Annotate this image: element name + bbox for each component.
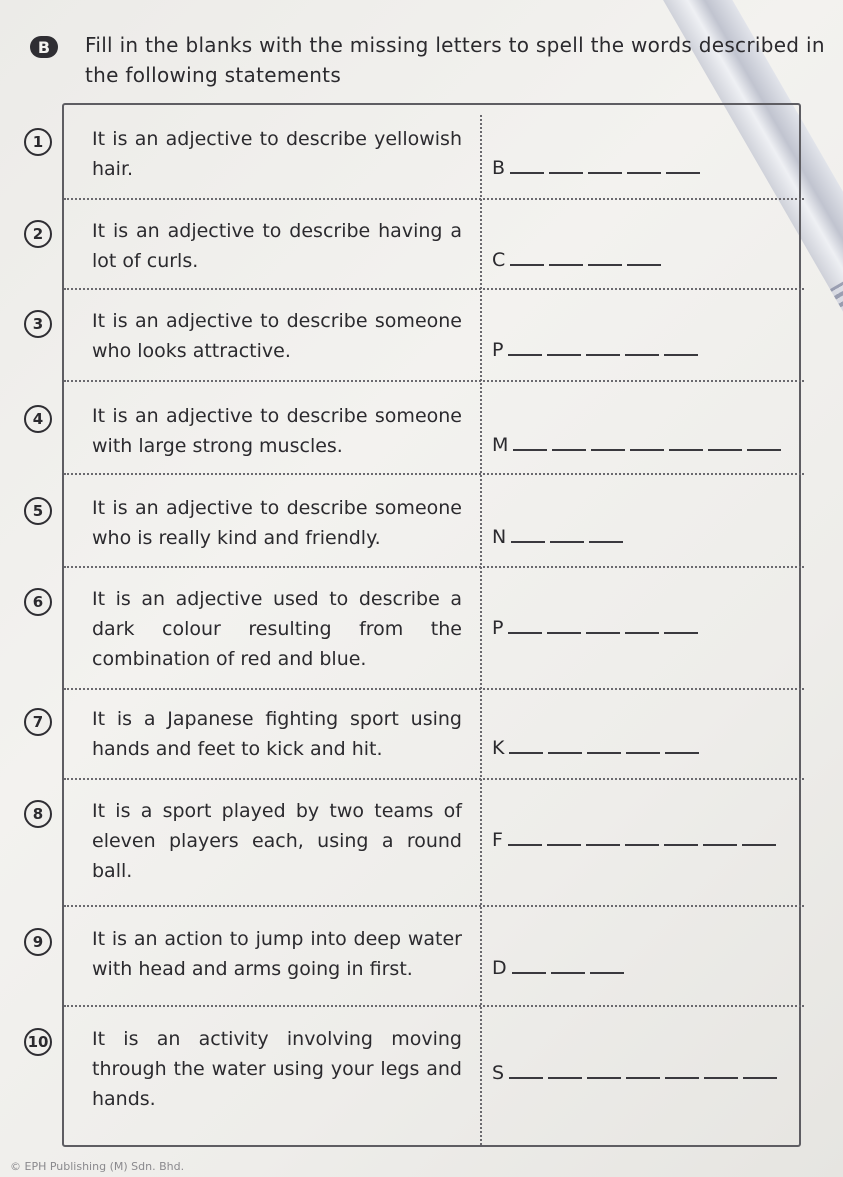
question-statement: It is an adjective used to describe a dark colour resulting from the combination of red and blue. xyxy=(92,588,462,670)
starting-letter: B xyxy=(492,157,506,179)
instruction-text: Fill in the blanks with the missing letters to spell the words described in the following statements xyxy=(85,33,825,87)
question-statement: It is a Japanese fighting sport using hands and feet to kick and hit. xyxy=(92,708,462,760)
starting-letter: P xyxy=(492,617,504,639)
starting-letter: N xyxy=(492,526,507,548)
letter-blank[interactable] xyxy=(508,826,542,846)
letter-blank[interactable] xyxy=(547,614,581,634)
letter-blank[interactable] xyxy=(588,246,622,266)
question-number: 1 xyxy=(24,128,52,156)
letter-blank[interactable] xyxy=(590,954,624,974)
letter-blank[interactable] xyxy=(627,246,661,266)
question-statement: It is an adjective to describe having a lot of curls. xyxy=(92,220,462,272)
question-statement: It is a sport played by two teams of eleven players each, using a round ball. xyxy=(92,800,462,882)
letter-blank[interactable] xyxy=(587,1059,621,1079)
letter-blank[interactable] xyxy=(547,826,581,846)
letter-blank[interactable] xyxy=(549,246,583,266)
letter-blank[interactable] xyxy=(591,431,625,451)
letter-blank[interactable] xyxy=(549,154,583,174)
letter-blank[interactable] xyxy=(703,826,737,846)
starting-letter: F xyxy=(492,829,503,851)
question-number: 6 xyxy=(24,588,52,616)
answer-field[interactable] xyxy=(492,335,698,365)
row-divider xyxy=(64,1005,804,1007)
answer-field[interactable] xyxy=(492,953,624,983)
publisher-footer: © EPH Publishing (M) Sdn. Bhd. xyxy=(10,1160,185,1173)
letter-blank[interactable] xyxy=(588,154,622,174)
letter-blank[interactable] xyxy=(509,1059,543,1079)
row-divider xyxy=(64,778,804,780)
letter-blank[interactable] xyxy=(708,431,742,451)
letter-blank[interactable] xyxy=(510,154,544,174)
answer-field[interactable] xyxy=(492,825,776,855)
answer-field[interactable] xyxy=(492,153,700,183)
starting-letter: S xyxy=(492,1062,505,1084)
letter-blank[interactable] xyxy=(589,523,623,543)
question-number: 7 xyxy=(24,708,52,736)
letter-blank[interactable] xyxy=(513,431,547,451)
question-number: 3 xyxy=(24,310,52,338)
letter-blank[interactable] xyxy=(626,734,660,754)
letter-blank[interactable] xyxy=(664,614,698,634)
starting-letter: C xyxy=(492,249,506,271)
letter-blank[interactable] xyxy=(664,336,698,356)
letter-blank[interactable] xyxy=(743,1059,777,1079)
question-number: 2 xyxy=(24,220,52,248)
row-divider xyxy=(64,198,804,200)
letter-blank[interactable] xyxy=(586,336,620,356)
letter-blank[interactable] xyxy=(742,826,776,846)
answer-field[interactable] xyxy=(492,1058,777,1088)
letter-blank[interactable] xyxy=(587,734,621,754)
question-number: 9 xyxy=(24,928,52,956)
letter-blank[interactable] xyxy=(630,431,664,451)
letter-blank[interactable] xyxy=(508,614,542,634)
question-statement: It is an action to jump into deep water with head and arms going in first. xyxy=(92,928,462,980)
letter-blank[interactable] xyxy=(669,431,703,451)
starting-letter: D xyxy=(492,957,507,979)
answer-field[interactable] xyxy=(492,613,698,643)
answer-field[interactable] xyxy=(492,733,699,763)
question-number: 4 xyxy=(24,405,52,433)
letter-blank[interactable] xyxy=(512,954,546,974)
question-statement: It is an adjective to describe someone with large strong muscles. xyxy=(92,405,462,457)
row-divider xyxy=(64,380,804,382)
letter-blank[interactable] xyxy=(509,734,543,754)
letter-blank[interactable] xyxy=(665,734,699,754)
letter-blank[interactable] xyxy=(664,826,698,846)
starting-letter: K xyxy=(492,737,505,759)
question-number: 8 xyxy=(24,800,52,828)
answer-field[interactable] xyxy=(492,245,661,275)
starting-letter: M xyxy=(492,434,509,456)
answer-field[interactable] xyxy=(492,522,623,552)
question-number: 10 xyxy=(24,1028,52,1056)
letter-blank[interactable] xyxy=(625,826,659,846)
row-divider xyxy=(64,566,804,568)
section-badge: B xyxy=(30,36,58,58)
letter-blank[interactable] xyxy=(551,954,585,974)
question-statement: It is an adjective to describe someone who looks attractive. xyxy=(92,310,462,362)
letter-blank[interactable] xyxy=(625,614,659,634)
letter-blank[interactable] xyxy=(508,336,542,356)
row-divider xyxy=(64,905,804,907)
question-statement: It is an adjective to describe someone who is really kind and friendly. xyxy=(92,497,462,549)
row-divider xyxy=(64,288,804,290)
pen-barcode-band xyxy=(830,259,843,393)
letter-blank[interactable] xyxy=(586,614,620,634)
letter-blank[interactable] xyxy=(626,1059,660,1079)
column-divider xyxy=(480,115,482,1145)
question-statement: It is an adjective to describe yellowish hair. xyxy=(92,128,462,180)
letter-blank[interactable] xyxy=(548,734,582,754)
letter-blank[interactable] xyxy=(510,246,544,266)
answer-field[interactable] xyxy=(492,430,781,460)
starting-letter: P xyxy=(492,339,504,361)
letter-blank[interactable] xyxy=(550,523,584,543)
question-statement: It is an activity involving moving through the water using your legs and hands. xyxy=(92,1028,462,1110)
letter-blank[interactable] xyxy=(665,1059,699,1079)
letter-blank[interactable] xyxy=(747,431,781,451)
letter-blank[interactable] xyxy=(552,431,586,451)
row-divider xyxy=(64,473,804,475)
letter-blank[interactable] xyxy=(625,336,659,356)
letter-blank[interactable] xyxy=(511,523,545,543)
letter-blank[interactable] xyxy=(547,336,581,356)
letter-blank[interactable] xyxy=(666,154,700,174)
row-divider xyxy=(64,688,804,690)
question-number: 5 xyxy=(24,497,52,525)
letter-blank[interactable] xyxy=(704,1059,738,1079)
letter-blank[interactable] xyxy=(586,826,620,846)
letter-blank[interactable] xyxy=(548,1059,582,1079)
letter-blank[interactable] xyxy=(627,154,661,174)
